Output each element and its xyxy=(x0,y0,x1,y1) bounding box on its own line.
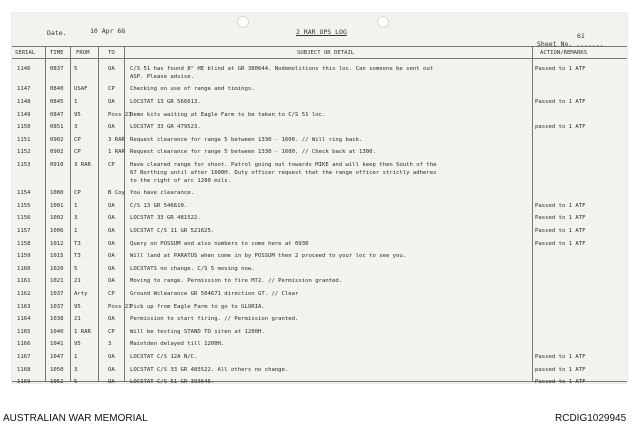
cell-time: 1015 xyxy=(50,253,64,260)
cell-from: CP xyxy=(74,149,81,156)
punch-hole xyxy=(377,16,389,28)
cell-to: Poss 23 xyxy=(108,303,132,310)
cell-serial: 1162 xyxy=(17,291,31,297)
cell-action: Passed to 1 ATF xyxy=(535,202,586,209)
cell-time: 1047 xyxy=(50,354,64,360)
cell-serial: 1159 xyxy=(17,253,31,260)
cell-serial: 1155 xyxy=(17,202,31,209)
cell-action: passed to 1 ATF xyxy=(535,366,586,373)
cell-detail: Request clearance for range 5 between 1330 - 1600. // Will ring back. xyxy=(130,136,363,143)
cell-time: 1012 xyxy=(50,240,64,247)
cell-serial: 1165 xyxy=(17,328,31,335)
cell-from: 3 xyxy=(74,215,78,222)
cell-to: 3 xyxy=(108,341,112,348)
cell-to: 3 RAR xyxy=(108,136,125,143)
cell-detail: to the right of arc 1280 mils. xyxy=(130,177,232,184)
cell-serial: 1150 xyxy=(17,124,31,131)
cell-time: 1037 xyxy=(50,303,64,310)
cell-action: Passed to 1 ATF xyxy=(535,99,586,105)
cell-to: OA xyxy=(108,66,115,72)
cell-to: OA xyxy=(108,215,115,222)
punch-hole xyxy=(237,16,249,28)
cell-serial: 1163 xyxy=(17,303,31,310)
cell-detail: Will be testing STAND TO siren at 1200H. xyxy=(130,328,265,335)
cell-time: 1002 xyxy=(50,215,64,222)
col-header-serial: SERIAL xyxy=(15,50,36,56)
cell-time: 1038 xyxy=(50,316,64,323)
cell-to: OA xyxy=(108,202,115,209)
cell-serial: 1148 xyxy=(17,99,31,105)
cell-serial: 1149 xyxy=(17,111,31,118)
cell-to: OA xyxy=(108,265,115,272)
cell-time: 1000 xyxy=(50,190,64,197)
cell-from: Arty xyxy=(74,291,88,297)
cell-time: 0847 xyxy=(50,111,64,118)
log-sheet xyxy=(12,13,627,386)
cell-from: 1 xyxy=(74,202,78,209)
cell-serial: 1167 xyxy=(17,354,31,360)
cell-to: OA xyxy=(108,124,115,131)
column-divider xyxy=(98,46,99,381)
cell-serial: 1166 xyxy=(17,341,31,348)
cell-serial: 1152 xyxy=(17,149,31,156)
cell-detail: Pick up from Eagle Farm to go to GLORIA. xyxy=(130,303,265,310)
cell-detail: Moving to range. Permission to fire M72. // Permission granted. xyxy=(130,278,343,285)
cell-time: 0902 xyxy=(50,136,64,143)
cell-to: CP xyxy=(108,162,115,168)
cell-from: 5 xyxy=(74,379,78,386)
col-header-action: ACTION/REMARKS xyxy=(540,50,588,56)
cell-to: OA xyxy=(108,228,115,234)
cell-serial: 1154 xyxy=(17,190,31,197)
cell-time: 1050 xyxy=(50,366,64,373)
cell-action: Passed to 1 ATF xyxy=(535,228,586,234)
cell-time: 1037 xyxy=(50,291,64,297)
cell-detail: Query on POSSUM and also numbers to come here at 0930 xyxy=(130,240,309,247)
cell-serial: 1164 xyxy=(17,316,31,323)
sheet-number-label: Sheet No. ....... xyxy=(537,40,604,48)
cell-from: 5 xyxy=(74,66,78,72)
cell-serial: 1156 xyxy=(17,215,31,222)
cell-detail: ASP. Please advise. xyxy=(130,73,194,80)
cell-detail: Ground Wclearance GR 504671 direction GT. // Clear xyxy=(130,291,299,297)
cell-from: 3 xyxy=(74,366,78,373)
cell-detail: Will land at PARATUS when come in by POSSUM then 2 proceed to your loc to see you. xyxy=(130,253,407,260)
cell-detail: LOCSTAT C/S 11 GR 521625. xyxy=(130,228,215,234)
cell-from: T3 xyxy=(74,240,81,247)
cell-to: OA xyxy=(108,366,115,373)
cell-from: 95 xyxy=(74,111,81,118)
cell-detail: LOCSTAT 33 GR 479523. xyxy=(130,124,201,131)
cell-time: 1040 xyxy=(50,328,64,335)
column-divider xyxy=(45,46,46,381)
header-top-rule xyxy=(12,46,627,47)
cell-serial: 1168 xyxy=(17,366,31,373)
cell-detail: You have clearance. xyxy=(130,190,194,197)
cell-from: 95 xyxy=(74,303,81,310)
cell-detail: C/S 13 GR 546610. xyxy=(130,202,188,209)
cell-to: Poss 23 xyxy=(108,111,132,118)
cell-time: 1041 xyxy=(50,341,64,348)
cell-action: Passed to 1 ATF xyxy=(535,215,586,222)
cell-serial: 1146 xyxy=(17,66,31,72)
cell-time: 0910 xyxy=(50,162,64,168)
date-label: Date. xyxy=(47,29,67,37)
cell-detail: Have cleared range for shoot. Patrol going out towards MIKE and will keep then South of the xyxy=(130,162,437,168)
cell-from: 3 RAR xyxy=(74,162,91,168)
cell-from: 1 xyxy=(74,228,78,234)
cell-to: OA xyxy=(108,99,115,105)
cell-serial: 1153 xyxy=(17,162,31,168)
cell-from: CP xyxy=(74,136,81,143)
cell-from: 1 xyxy=(74,354,78,360)
cell-time: 1006 xyxy=(50,228,64,234)
cell-detail: LOCSTAT C/S 51 GR 393646. xyxy=(130,379,215,386)
cell-detail: LOCSTAT 13 GR 566613. xyxy=(130,99,201,105)
cell-detail: LOCSTATS no change. C/S 5 moving now. xyxy=(130,265,255,272)
cell-to: OA xyxy=(108,379,115,386)
cell-action: Passed to 1 ATF xyxy=(535,379,586,386)
cell-serial: 1158 xyxy=(17,240,31,247)
cell-time: 1021 xyxy=(50,278,64,285)
cell-to: B Coy xyxy=(108,190,125,197)
page-number: 61 xyxy=(577,32,585,40)
cell-time: 0902 xyxy=(50,149,64,156)
cell-detail: LOCSTAT C/S 12A N/C. xyxy=(130,354,198,360)
cell-serial: 1151 xyxy=(17,136,31,143)
cell-action: passed to 1 ATF xyxy=(535,124,586,131)
cell-detail: Request clearance for range 5 between 1330 - 1600. // Check back at 1300. xyxy=(130,149,376,156)
footer-reference: RCDIG1029945 xyxy=(555,413,627,424)
cell-time: 1052 xyxy=(50,379,64,386)
date-value: 10 Apr 68 xyxy=(90,27,126,35)
col-header-to: TO xyxy=(108,50,115,56)
cell-time: 0840 xyxy=(50,86,64,93)
cell-serial: 1161 xyxy=(17,278,31,285)
cell-to: CP xyxy=(108,291,115,297)
cell-to: CP xyxy=(108,86,115,93)
cell-to: OA xyxy=(108,278,115,285)
cell-from: 95 xyxy=(74,341,81,348)
cell-from: 5 xyxy=(74,265,78,272)
cell-serial: 1147 xyxy=(17,86,31,93)
cell-from: USAF xyxy=(74,86,88,93)
cell-detail: Maintden delayed till 1200H. xyxy=(130,341,225,348)
col-header-subject: SUBJECT OR DETAIL xyxy=(297,50,355,56)
cell-to: OA xyxy=(108,316,115,323)
cell-serial: 1160 xyxy=(17,265,31,272)
log-title: 2 RAR OPS LOG xyxy=(296,28,347,36)
cell-detail: Checking on use of range and timings. xyxy=(130,86,255,93)
cell-time: 1001 xyxy=(50,202,64,209)
cell-action: Passed to 1 ATF xyxy=(535,66,586,72)
cell-from: CP xyxy=(74,190,81,197)
cell-to: OA xyxy=(108,240,115,247)
cell-time: 0837 xyxy=(50,66,64,72)
col-header-time: TIME xyxy=(50,50,64,56)
cell-detail: Permission to start firing. // Permission granted. xyxy=(130,316,299,323)
column-divider xyxy=(124,46,125,381)
cell-from: 21 xyxy=(74,278,81,285)
cell-detail: 67 Northing until after 1600H. Duty officer request that the range officer strictly adheres xyxy=(130,169,437,176)
cell-serial: 1169 xyxy=(17,379,31,386)
cell-from: 21 xyxy=(74,316,81,323)
cell-to: 1 RAR xyxy=(108,149,125,156)
cell-to: CP xyxy=(108,328,115,335)
header-bottom-rule xyxy=(12,58,627,59)
cell-serial: 1157 xyxy=(17,228,31,234)
cell-from: 3 xyxy=(74,124,78,131)
cell-detail: LOCSTAT C/S 33 GR 485522. All others no change. xyxy=(130,366,289,373)
cell-time: 0845 xyxy=(50,99,64,105)
cell-action: Passed to 1 ATF xyxy=(535,240,586,247)
cell-detail: C/S 51 has found 8" HE blind at GR 380644. Nodemolitions this loc. Can someone be sent out xyxy=(130,66,434,72)
col-header-from: FROM xyxy=(76,50,90,56)
cell-from: T3 xyxy=(74,253,81,260)
cell-detail: LOCSTAT 33 GR 481522. xyxy=(130,215,201,222)
cell-to: OA xyxy=(108,253,115,260)
cell-detail: Demo kits waiting at Eagle Farm to be taken to C/S 51 loc. xyxy=(130,111,326,118)
cell-time: 1020 xyxy=(50,265,64,272)
column-divider xyxy=(532,46,533,381)
cell-from: 1 RAR xyxy=(74,328,91,335)
cell-action: Passed to 1 ATF xyxy=(535,354,586,360)
cell-from: 1 xyxy=(74,99,78,105)
cell-to: OA xyxy=(108,354,115,360)
column-divider xyxy=(70,46,71,381)
cell-time: 0851 xyxy=(50,124,64,131)
footer-archive: AUSTRALIAN WAR MEMORIAL xyxy=(3,413,148,424)
